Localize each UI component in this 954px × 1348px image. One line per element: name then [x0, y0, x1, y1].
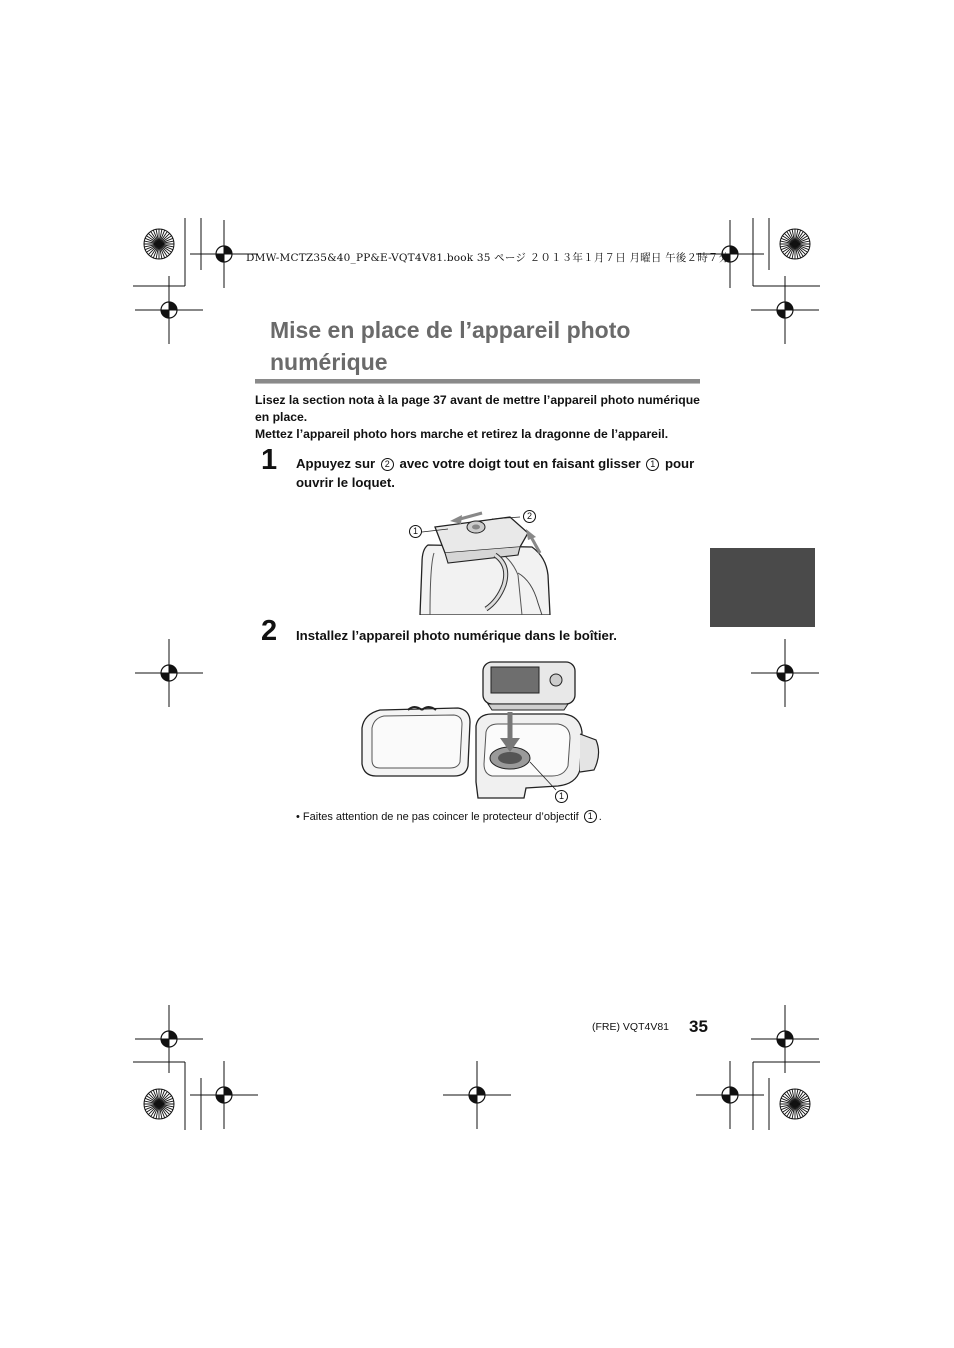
figure1-label-2: 2 [523, 510, 536, 523]
figure1-label-1: 1 [409, 525, 422, 538]
note-end: . [598, 811, 602, 823]
page-title: Mise en place de l’appareil photo numérique [270, 317, 631, 375]
intro-line-2: Mettez l’appareil photo hors marche et retirez la dragonne de l’appareil. [255, 427, 669, 441]
intro-line-1: Lisez la section nota à la page 37 avant de mettre l’appareil photo numérique en place. [255, 393, 700, 424]
step-1-number: 1 [261, 444, 278, 476]
step-1-text-c: pour ouvrir le loquet. [296, 456, 695, 490]
intro-text [255, 392, 705, 443]
title-underline [255, 379, 700, 384]
step-1-text-a: Appuyez sur [296, 456, 376, 471]
step-2-number: 2 [261, 615, 278, 647]
camera-insertion-illustration [358, 658, 608, 803]
bullet-glyph: • [296, 811, 300, 823]
step-1-text-b: avec votre doigt tout en faisant glisser [399, 456, 641, 471]
footer-code: (FRE) VQT4V81 [592, 1021, 670, 1033]
note-marker-1: 1 [584, 810, 597, 823]
step-1-text [296, 454, 706, 492]
chapter-side-tab [710, 548, 815, 627]
note-text: Faites attention de ne pas coincer le protecteur d’objectif [302, 811, 579, 823]
file-header-line: DMW-MCTZ35&40_PP&E-VQT4V81.book 35 ページ ２０１３年１月７日 月曜日 午後２時７分 [246, 252, 730, 264]
step-2-text: Installez l’appareil photo numérique dans le boîtier. [296, 628, 617, 643]
step-1-marker-2: 2 [381, 458, 394, 471]
figure2-label-1: 1 [555, 790, 568, 803]
step-1-marker-1: 1 [646, 458, 659, 471]
page-number: 35 [689, 1017, 708, 1036]
latch-illustration [400, 505, 560, 615]
bullet-note [296, 810, 602, 823]
